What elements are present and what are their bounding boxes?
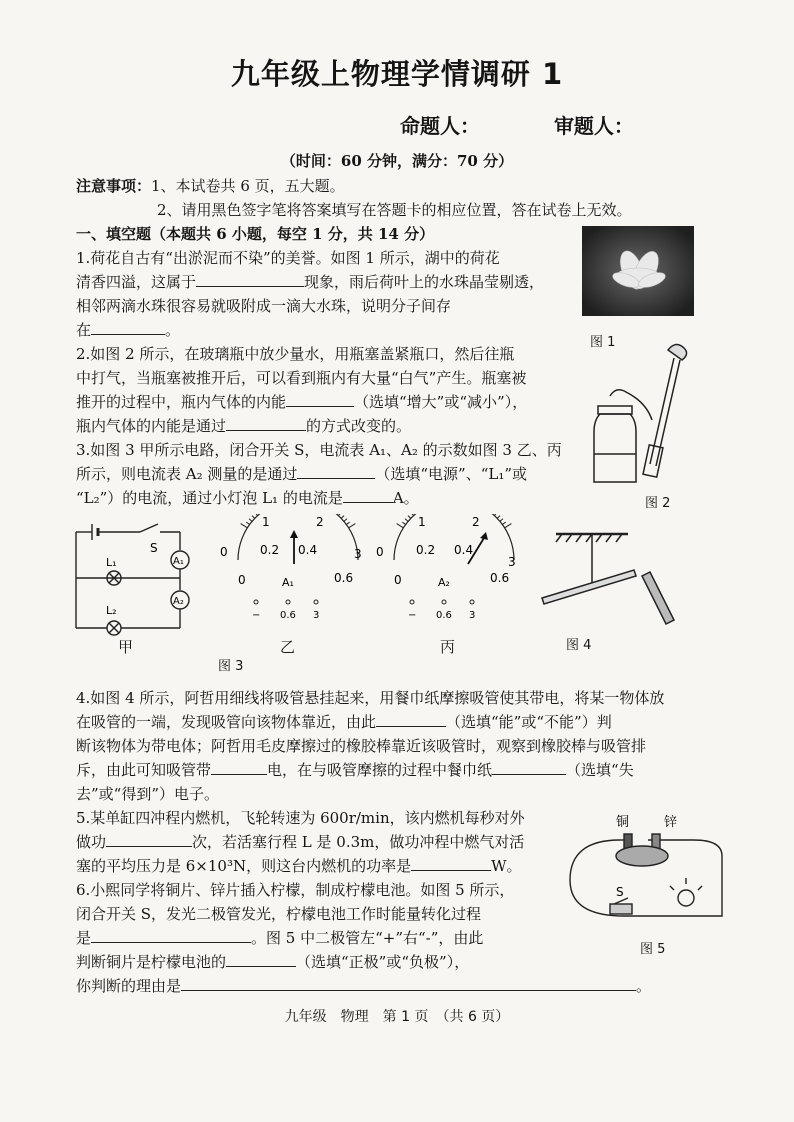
meter-a1 xyxy=(216,514,366,626)
q3-line-3: “L₂”）的电流，通过小灯泡 L₁ 的电流是 A。 xyxy=(76,486,419,510)
q6-line-2: 闭合开关 S，发光二极管发光，柠檬电池工作时能量转化过程 xyxy=(76,905,482,923)
q3-blank-1[interactable] xyxy=(297,462,375,479)
q5-line-2: 做功 次，若活塞行程 L 是 0.3m，做功冲程中燃气对活 xyxy=(76,830,524,854)
q2-line-1: 2.如图 2 所示，在玻璃瓶中放少量水，用瓶塞盖紧瓶口，然后往瓶 xyxy=(76,345,515,363)
q6-blank-1[interactable] xyxy=(91,926,251,943)
meter-a2-term-3: 3 xyxy=(469,610,476,621)
notes-line-1 xyxy=(76,174,345,198)
meter-a1-bottom-02: 0.2 xyxy=(260,543,280,557)
meter-a1-top-0: 0 xyxy=(220,545,228,559)
q6-line-3: 是 。图 5 中二极管左“+”右“-”，由此 xyxy=(76,926,483,950)
q2-line-2: 中打气，当瓶塞被推开后，可以看到瓶内有大量“白气”产生。瓶塞被 xyxy=(76,369,527,387)
meter-a2-minus: − xyxy=(408,610,417,621)
meter-a1-bottom-06: 0.6 xyxy=(334,571,354,585)
time-info: （时间：60 分钟，满分：70 分） xyxy=(280,152,514,170)
setter-label: 命题人： xyxy=(400,114,480,138)
meter-a1-bottom-04: 0.4 xyxy=(298,543,318,557)
q4-blank-2[interactable] xyxy=(211,758,267,775)
meter-tick xyxy=(494,514,497,516)
q1-blank-2[interactable] xyxy=(91,318,165,335)
figure-1-caption: 图 1 xyxy=(590,335,616,350)
q4-line-5: 去”或“得到”）电子。 xyxy=(76,785,220,803)
q4-line-3: 断该物体为带电体；阿哲用毛皮摩擦过的橡胶棒靠近该吸管时，观察到橡胶棒与吸管排 xyxy=(76,737,647,755)
q4-blank-3[interactable] xyxy=(492,758,566,775)
meter-a1-bottom-0: 0 xyxy=(238,573,246,587)
figure-2-caption: 图 2 xyxy=(645,496,671,511)
meter-a2-top-0: 0 xyxy=(376,545,384,559)
meter-a2-bottom-04: 0.4 xyxy=(454,543,474,557)
meter-a1-top-3: 3 xyxy=(354,547,362,561)
q6-line-4: 判断铜片是柠檬电池的 （选填“正极”或“负极”）， xyxy=(76,950,469,974)
reviewer-label: 审题人： xyxy=(553,114,634,138)
q3-line-2: 所示，则电流表 A₂ 测量的是通过 （选填“电源”、“L₁”或 xyxy=(76,462,527,486)
q1-line-3: 相邻两滴水珠很容易就吸附成一滴大水珠，说明分子间存 xyxy=(76,297,452,315)
q4-line-4: 斥，由此可知吸管带 电，在与吸管摩擦的过程中餐巾纸 （选填“失 xyxy=(76,758,634,782)
meter-tick xyxy=(500,519,503,522)
page-title: 九年级上物理学情调研 1 xyxy=(230,57,564,91)
q2-blank-1[interactable] xyxy=(286,390,354,407)
q5-blank-2[interactable] xyxy=(411,854,491,871)
q1-line-1: 1.荷花自古有“出淤泥而不染”的美誉。如图 1 所示，湖中的荷花 xyxy=(76,249,500,267)
q6-line-1: 6.小熙同学将铜片、锌片插入柠檬，制成柠檬电池。如图 5 所示， xyxy=(76,881,515,899)
label-yi: 乙 xyxy=(280,638,296,656)
notes-item-1: 1、本试卷共 6 页，五大题。 xyxy=(151,177,345,195)
q4-line-1: 4.如图 4 所示，阿哲用细线将吸管悬挂起来，用餐巾纸摩擦吸管使其带电，将某一物体放 xyxy=(76,689,665,707)
q2-line-4: 瓶内气体的内能是通过 的方式改变的。 xyxy=(76,414,411,438)
figure-3-circuit xyxy=(72,518,202,648)
label-l2: L₂ xyxy=(106,604,117,617)
meter-tick xyxy=(249,519,252,522)
q6-blank-2[interactable] xyxy=(226,950,296,967)
meter-tick xyxy=(411,514,414,516)
q3-blank-2[interactable] xyxy=(343,486,393,503)
label-copper: 铜 xyxy=(616,815,630,830)
label-zinc: 锌 xyxy=(664,815,678,830)
label-l1: L₁ xyxy=(106,556,117,569)
figure-4-caption: 图 4 xyxy=(566,638,592,653)
meter-a1-name: A₁ xyxy=(282,576,294,589)
meter-tick xyxy=(349,524,356,528)
meter-tick xyxy=(241,524,248,528)
q1-line-4: 在 。 xyxy=(76,318,180,342)
meter-tick xyxy=(341,516,344,519)
label-jia: 甲 xyxy=(118,638,134,656)
meter-a2-top-3: 3 xyxy=(508,555,516,569)
meter-tick xyxy=(405,519,408,522)
q2-blank-2[interactable] xyxy=(226,414,306,431)
meter-a1-top-1: 1 xyxy=(262,515,270,529)
label-a2: A₂ xyxy=(173,596,184,607)
figure-2-diagram xyxy=(588,336,708,496)
meter-a1-term-3: 3 xyxy=(313,610,320,621)
meter-a2-top-2: 2 xyxy=(472,515,480,529)
label-switch-s: S xyxy=(616,885,624,899)
meter-tick xyxy=(502,522,505,524)
meter-a2-name: A₂ xyxy=(438,576,450,589)
q5-line-1: 5.某单缸四冲程内燃机，飞轮转速为 600r/min，该内燃机每秒对外 xyxy=(76,809,525,827)
meter-a2-term-06: 0.6 xyxy=(436,610,452,621)
figure-5-caption: 图 5 xyxy=(640,942,666,957)
meter-tick xyxy=(252,516,255,519)
label-bing: 丙 xyxy=(440,638,456,656)
q3-line-1: 3.如图 3 甲所示电路，闭合开关 S，电流表 A₁、A₂ 的示数如图 3 乙、丙 xyxy=(76,441,562,459)
meter-a1-minus: − xyxy=(252,610,261,621)
meter-a2-bottom-06: 0.6 xyxy=(490,571,510,585)
meter-tick xyxy=(344,519,347,522)
q1-blank-1[interactable] xyxy=(196,270,304,287)
notes-label: 注意事项： xyxy=(76,177,152,195)
meter-tick xyxy=(338,514,341,516)
page-footer: 九年级 物理 第 1 页 （共 6 页） xyxy=(284,1009,510,1025)
meter-tick xyxy=(408,516,411,519)
meter-tick xyxy=(397,524,404,528)
meter-a2-bottom-0: 0 xyxy=(394,573,402,587)
meter-tick xyxy=(246,522,249,524)
meter-a1-term-06: 0.6 xyxy=(280,610,296,621)
meter-tick xyxy=(497,516,500,519)
q5-blank-1[interactable] xyxy=(106,830,192,847)
q6-line-5: 你判断的理由是 。 xyxy=(76,974,651,998)
meter-tick xyxy=(505,524,512,528)
meter-a2-top-1: 1 xyxy=(418,515,426,529)
section-heading: 一、填空题（本题共 6 小题，每空 1 分，共 14 分） xyxy=(76,225,435,243)
figure-3-caption: 图 3 xyxy=(218,659,244,674)
q4-blank-1[interactable] xyxy=(376,710,446,727)
q2-line-3: 推开的过程中，瓶内气体的内能 （选填“增大”或“减小”）， xyxy=(76,390,527,414)
meter-a2-bottom-02: 0.2 xyxy=(416,543,436,557)
meter-tick xyxy=(402,522,405,524)
q4-line-2: 在吸管的一端，发现吸管向该物体靠近，由此 （选填“能”或“不能”）判 xyxy=(76,710,612,734)
meter-tick xyxy=(346,522,349,524)
figure-4-diagram xyxy=(538,528,688,628)
q6-blank-3[interactable] xyxy=(181,974,636,991)
figure-1-photo xyxy=(582,226,694,316)
label-s: S xyxy=(150,541,158,555)
meter-tick xyxy=(255,514,258,516)
meter-a2 xyxy=(372,514,522,626)
notes-item-2: 2、请用黑色签字笔将答案填写在答题卡的相应位置，答在试卷上无效。 xyxy=(157,201,632,219)
meter-a1-top-2: 2 xyxy=(316,515,324,529)
setter-row xyxy=(400,110,634,139)
label-a1: A₁ xyxy=(173,556,184,567)
figure-5-circuit xyxy=(560,806,732,926)
q5-line-3: 塞的平均压力是 6×10³N，则这台内燃机的功率是 W。 xyxy=(76,854,522,878)
q1-line-2: 清香四溢，这属于 现象，雨后荷叶上的水珠晶莹剔透， xyxy=(76,270,544,294)
